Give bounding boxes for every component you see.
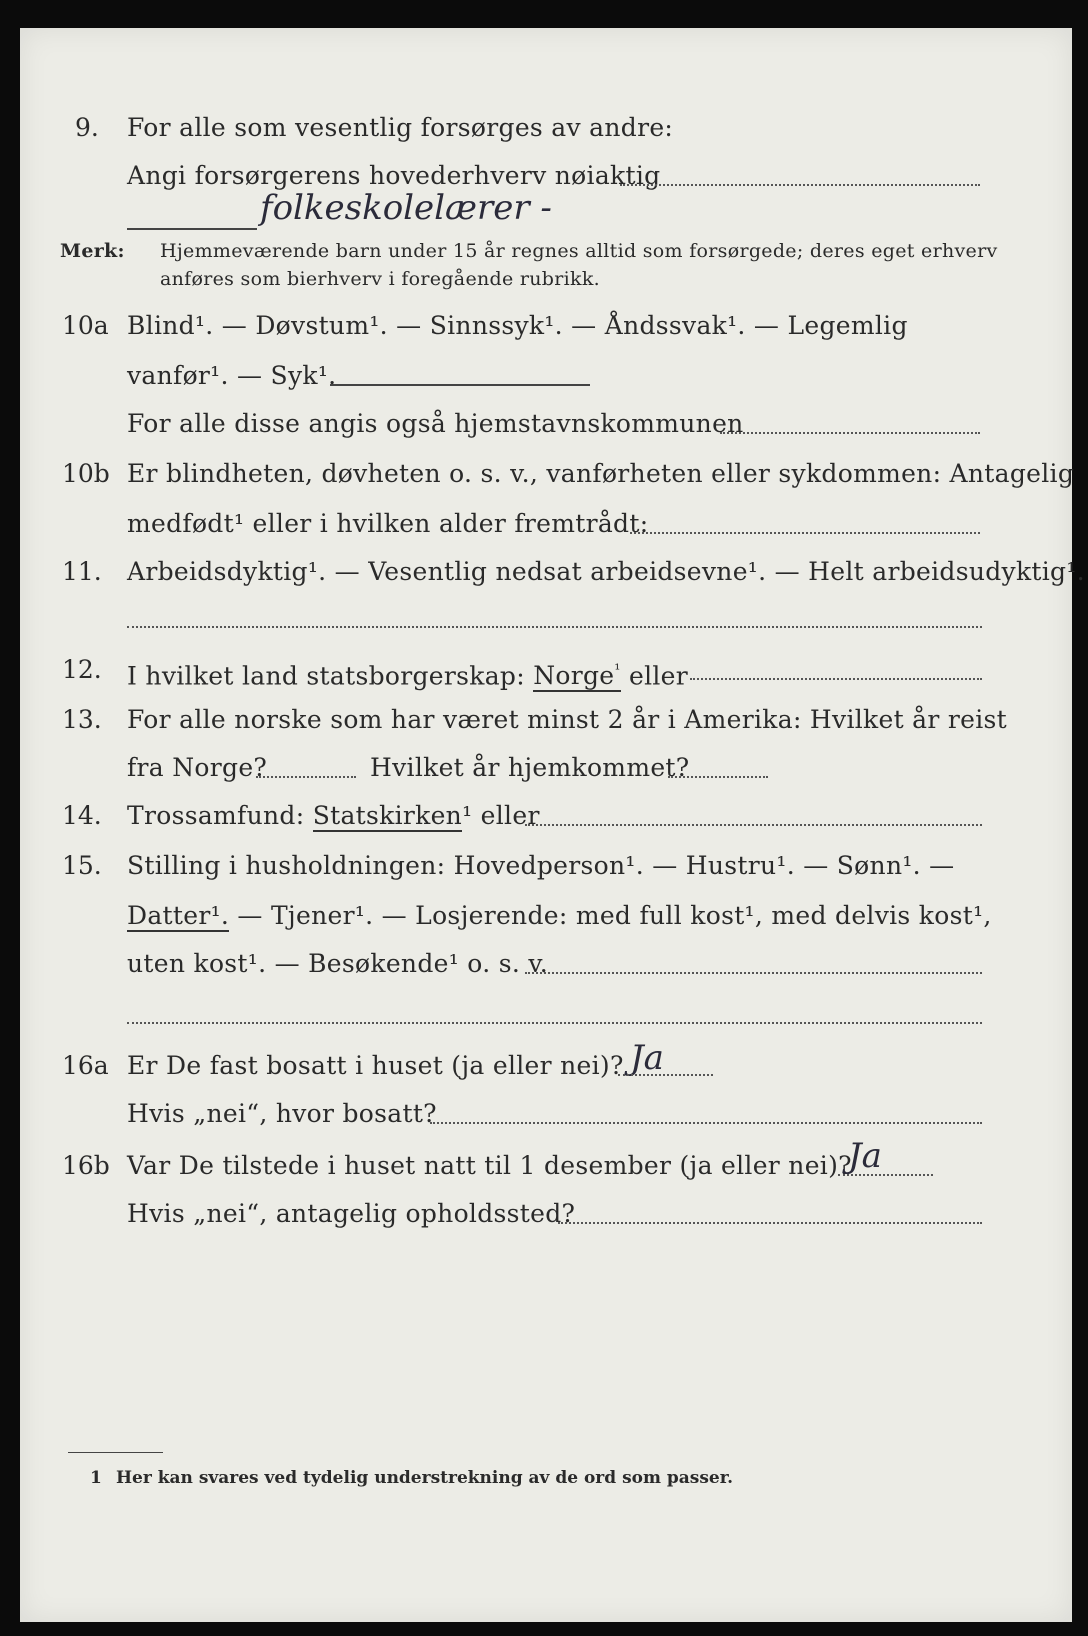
q11-dotted-line xyxy=(127,626,982,628)
q10b-line1: Er blindheten, døvheten o. s. v., vanførheten eller sykdommen: Antagelig xyxy=(127,459,1075,488)
q9-handwritten-answer: folkeskolelærer - xyxy=(260,188,552,228)
q12-line xyxy=(127,654,688,692)
q16b-handwritten-answer: Ja xyxy=(848,1136,882,1176)
q16a-line1: Er De fast bosatt i huset (ja eller nei)? xyxy=(127,1051,624,1080)
q13-reist-dotted-line xyxy=(256,776,356,778)
q13-line2b: Hvilket år hjemkommet? xyxy=(370,753,690,782)
q15-line2-rest: — Tjener¹. — Losjerende: med full kost¹, med delvis kost¹, xyxy=(237,901,992,930)
q14-number: 14. xyxy=(62,801,102,830)
q11-number: 11. xyxy=(62,557,102,586)
q12-norge-underlined xyxy=(533,661,621,692)
q11-line1: Arbeidsdyktig¹. — Vesentlig nedsat arbeidsevne¹. — Helt arbeidsudyktig¹. xyxy=(127,557,1085,586)
q16a-bosatt-dotted-line xyxy=(430,1122,982,1124)
q13-line2a: fra Norge? xyxy=(127,753,268,782)
q12-suffix: eller xyxy=(628,661,689,691)
q12-number: 12. xyxy=(62,655,102,684)
q13-hjem-dotted-line xyxy=(668,776,768,778)
q10a-syk-line xyxy=(330,384,590,386)
q10b-number: 10b xyxy=(62,459,110,488)
q15-dotted-line xyxy=(525,972,982,974)
q14-line xyxy=(127,800,540,832)
q9-answer-dotted-line xyxy=(620,184,980,186)
q13-line1: For alle norske som har været minst 2 år i Amerika: Hvilket år reist xyxy=(127,705,1008,734)
q10a-hjemstavn-dotted-line xyxy=(720,432,980,434)
q16a-answer-dotted-line xyxy=(618,1074,713,1076)
merk-line2: anføres som bierhverv i foregående rubrikk. xyxy=(160,268,600,290)
footnote-text: Her kan svares ved tydelig understrekning av de ord som passer. xyxy=(116,1468,734,1488)
q9-line2: Angi forsørgerens hovederhverv nøiaktig xyxy=(127,161,661,190)
q9-line1: For alle som vesentlig forsørges av andre: xyxy=(127,113,674,142)
merk-line1: Hjemmeværende barn under 15 år regnes alltid som forsørgede; deres eget erhverv xyxy=(160,240,998,262)
q12-sup: ¹ xyxy=(614,661,621,679)
q14-suffix: ¹ eller xyxy=(462,801,540,830)
q10a-line1: Blind¹. — Døvstum¹. — Sinnssyk¹. — Åndssvak¹. — Legemlig xyxy=(127,311,908,340)
q13-number: 13. xyxy=(62,705,102,734)
census-form-page xyxy=(20,28,1085,1622)
q16b-opholdssted-dotted-line xyxy=(558,1222,982,1224)
q14-prefix: Trossamfund: xyxy=(127,801,305,830)
q12-norge: Norge xyxy=(533,661,615,691)
q16b-number: 16b xyxy=(62,1151,110,1180)
q15-line1: Stilling i husholdningen: Hovedperson¹. — Hustru¹. — Sønn¹. — xyxy=(127,851,955,880)
q16a-number: 16a xyxy=(62,1051,109,1080)
q15-extra-dotted-line xyxy=(127,1022,982,1024)
q12-dotted-line xyxy=(690,678,982,680)
q15-line3: uten kost¹. — Besøkende¹ o. s. v. xyxy=(127,949,549,978)
q9-number: 9. xyxy=(75,113,99,142)
q10b-dotted-line xyxy=(630,532,980,534)
q15-datter-underlined: Datter¹. xyxy=(127,901,230,930)
q10a-number: 10a xyxy=(62,311,109,340)
footnote-mark: 1 xyxy=(90,1468,102,1488)
q15-line2 xyxy=(127,900,992,932)
merk-label: Merk: xyxy=(60,240,125,262)
q9-answer-line-left xyxy=(127,228,257,230)
q14-statskirken-underlined: Statskirken xyxy=(312,801,463,830)
q10b-line2: medfødt¹ eller i hvilken alder fremtrådt: xyxy=(127,509,649,538)
q16a-line2: Hvis „nei“, hvor bosatt? xyxy=(127,1099,437,1128)
q16b-line2: Hvis „nei“, antagelig opholdssted? xyxy=(127,1199,576,1228)
q10a-line3: For alle disse angis også hjemstavnskommunen xyxy=(127,409,744,438)
q10a-line2: vanfør¹. — Syk¹. xyxy=(127,361,337,390)
q16b-line1: Var De tilstede i huset natt til 1 desember (ja eller nei)? xyxy=(127,1151,852,1180)
q12-prefix: I hvilket land statsborgerskap: xyxy=(127,661,525,691)
q16b-answer-dotted-line xyxy=(838,1174,933,1176)
q15-number: 15. xyxy=(62,851,102,880)
q14-dotted-line xyxy=(525,824,982,826)
footnote-rule xyxy=(68,1452,163,1453)
q16a-handwritten-answer: Ja xyxy=(630,1038,664,1078)
